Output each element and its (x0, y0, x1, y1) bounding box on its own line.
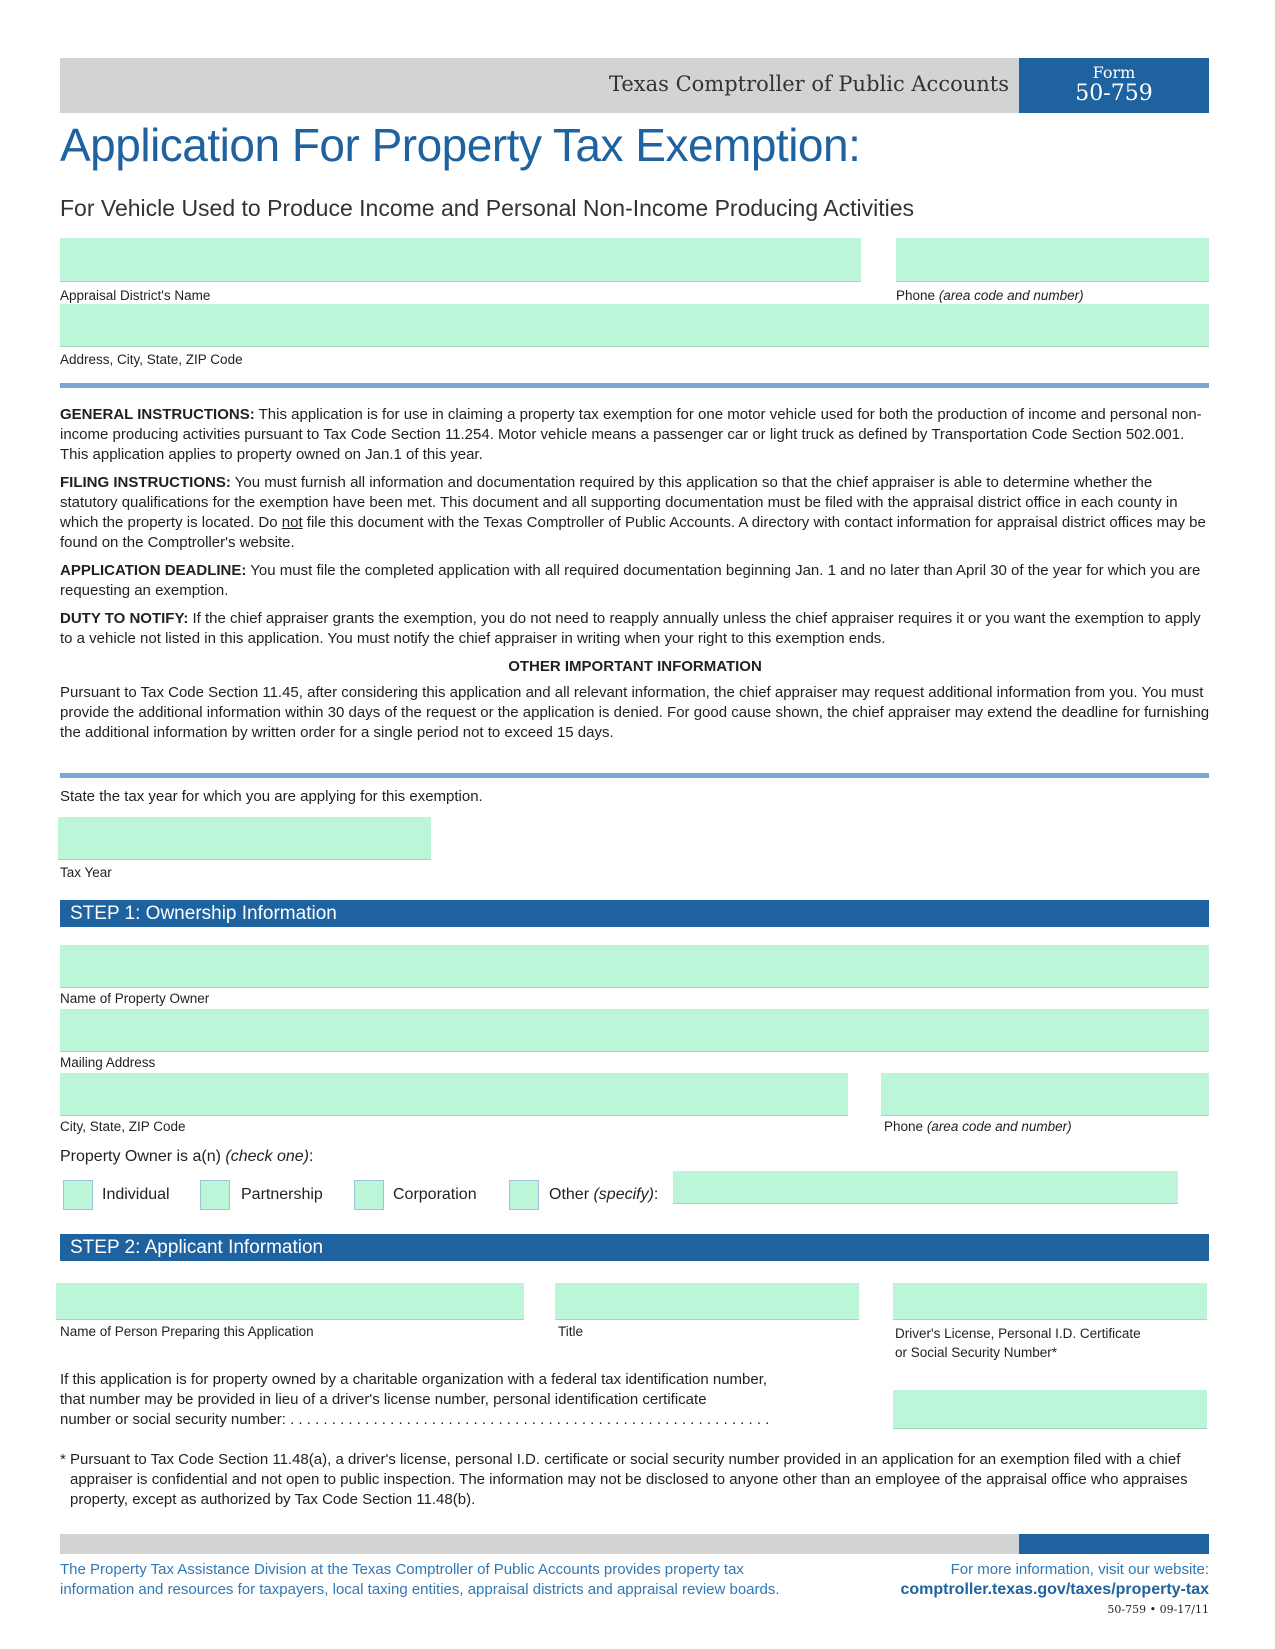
notify-text: If the chief appraiser grants the exemption, you do not need to reapply annually unless the chief appraiser requires it or you want the exemption to apply to a vehicle not listed in this application. You must notify the chief appraiser in writing when your right to this exemption ends. (60, 610, 1201, 647)
specify-hint: (specify) (593, 1186, 654, 1203)
owner-city-field[interactable] (60, 1073, 848, 1116)
footer-line2: information and resources for taxpayers, local taxing entities, appraisal districts and appraisal review boards. (60, 1581, 780, 1598)
other-specify-field[interactable] (673, 1171, 1178, 1204)
form-label: Form (1092, 63, 1136, 82)
step1-header: STEP 1: Ownership Information (60, 900, 1209, 927)
mailing-address-field[interactable] (60, 1009, 1209, 1052)
phone-label-text: Phone (896, 288, 936, 303)
district-name-label: Appraisal District's Name (60, 288, 211, 303)
footer-website-prompt: For more information, visit our website: (950, 1561, 1209, 1578)
colon: : (653, 1186, 659, 1203)
owner-name-label: Name of Property Owner (60, 991, 210, 1006)
preparer-name-field[interactable] (56, 1283, 524, 1320)
phone-hint: (area code and number) (938, 288, 1084, 303)
duty-to-notify (60, 609, 1210, 649)
federal-tax-id-field[interactable] (893, 1390, 1207, 1429)
footnote: * Pursuant to Tax Code Section 11.48(a), a driver's license, personal I.D. certificate or social security number provided in an application for an exemption filed with a chief appraiser is confidential and not open to public inspection. The information may not be disclosed to anyone other than an employee of the appraisal office who appraises property, except as authorized by Tax Code Section 11.48(b). (60, 1451, 1188, 1508)
filing-text-b: file this document with the Texas Comptroller of Public Accounts. A directory with contact information for appraisal district offices may be found on the Comptroller's website. (60, 514, 1206, 551)
id-label-line2: or Social Security Number* (895, 1345, 1058, 1360)
checkbox-corporation[interactable] (354, 1180, 384, 1210)
application-deadline (60, 561, 1210, 601)
charity-line3: number or social security number: . . . . . . . . . . . . . . . . . . . . . . . . . . . . . . . . . . . . . . . . . . . . . . . . . . . . . . . . . . (60, 1411, 770, 1428)
preparer-name-label: Name of Person Preparing this Application (60, 1324, 314, 1339)
phone-label-text: Phone (884, 1119, 924, 1134)
general-text: This application is for use in claiming a property tax exemption for one motor vehicle used for both the production of income and personal non-income producing activities pursuant to Tax Code Section 11.254. Motor vehicle means a passenger car or light truck as defined by Transportation Code Section 502.001. This application applies to property owned on Jan.1 of this year. (60, 406, 1202, 463)
appraisal-district-name-field[interactable] (60, 238, 861, 282)
form-number-box (1019, 58, 1209, 113)
label-corporation: Corporation (393, 1186, 477, 1203)
district-phone-label (896, 288, 1084, 303)
other-heading: OTHER IMPORTANT INFORMATION (508, 658, 762, 675)
other-text: Other (549, 1186, 590, 1203)
preparer-title-field[interactable] (555, 1283, 859, 1320)
label-other (549, 1186, 658, 1204)
colon: : (308, 1148, 314, 1165)
preparer-title-label: Title (558, 1324, 584, 1339)
district-address-label: Address, City, State, ZIP Code (60, 352, 243, 367)
checkbox-other[interactable] (509, 1180, 539, 1210)
phone-hint: (area code and number) (926, 1119, 1072, 1134)
agency-name: Texas Comptroller of Public Accounts (608, 72, 1009, 96)
tax-year-prompt: State the tax year for which you are applying for this exemption. (60, 788, 483, 805)
checkbox-individual[interactable] (63, 1180, 93, 1210)
divider (60, 773, 1209, 778)
owner-is-text: Property Owner is a(n) (60, 1148, 226, 1165)
page-title: Application For Property Tax Exemption: (60, 119, 861, 171)
tax-year-label: Tax Year (60, 865, 112, 880)
deadline-heading: APPLICATION DEADLINE: (60, 562, 247, 579)
owner-phone-field[interactable] (881, 1073, 1209, 1116)
charity-line2: that number may be provided in lieu of a driver's license number, personal identification certificate (60, 1391, 707, 1408)
filing-text-a: You must furnish all information and documentation required by this application so that the chief appraiser is able to determine whether the statutory qualifications for the exemption have been met. This document and all supporting documentation must be filed with the appraisal district office in each county in which the property is located. Do (60, 474, 1178, 531)
divider (60, 383, 1209, 388)
district-phone-field[interactable] (896, 238, 1209, 282)
id-number-label (895, 1324, 1141, 1362)
filing-not: not (281, 514, 303, 531)
id-label-line1: Driver's License, Personal I.D. Certificate (895, 1326, 1141, 1341)
label-individual: Individual (102, 1186, 170, 1203)
label-partnership: Partnership (241, 1186, 323, 1203)
owner-city-label: City, State, ZIP Code (60, 1119, 186, 1134)
deadline-text: You must file the completed application with all required documentation beginning Jan. 1 and no later than April 30 of the year for which you are requesting an exemption. (60, 562, 1201, 599)
general-instructions (60, 405, 1210, 465)
footer-website (900, 1560, 1209, 1600)
form-version: 50-759 • 09-17/11 (1107, 1603, 1209, 1616)
owner-name-field[interactable] (60, 945, 1209, 988)
instructions (60, 405, 1210, 751)
check-one-hint: (check one) (225, 1148, 309, 1165)
form-number: 50-759 (1075, 81, 1153, 106)
footer-description (60, 1560, 780, 1600)
filing-instructions (60, 473, 1210, 553)
owner-phone-label (884, 1119, 1072, 1134)
other-text: Pursuant to Tax Code Section 11.45, after considering this application and all relevant information, the chief appraiser may request additional information from you. You must provide the additional information within 30 days of the request or the application is denied. For good cause shown, the chief appraiser may extend the deadline for furnishing the additional information by written order for a single period not to exceed 15 days. (60, 684, 1210, 741)
charity-text (60, 1370, 870, 1430)
checkbox-partnership[interactable] (200, 1180, 230, 1210)
general-heading: GENERAL INSTRUCTIONS: (60, 406, 255, 423)
notify-heading: DUTY TO NOTIFY: (60, 610, 189, 627)
footer-bar-accent (1019, 1534, 1209, 1554)
filing-heading: FILING INSTRUCTIONS: (60, 474, 231, 491)
charity-line1: If this application is for property owned by a charitable organization with a federal tax identification number, (60, 1371, 768, 1388)
website-link[interactable]: comptroller.texas.gov/taxes/property-tax (900, 1581, 1209, 1598)
page-subtitle: For Vehicle Used to Produce Income and Personal Non-Income Producing Activities (60, 195, 914, 221)
owner-type-prompt (60, 1148, 313, 1166)
step2-header: STEP 2: Applicant Information (60, 1234, 1209, 1261)
mailing-address-label: Mailing Address (60, 1055, 156, 1070)
id-number-field[interactable] (893, 1283, 1207, 1320)
district-address-field[interactable] (60, 304, 1209, 347)
footer-line1: The Property Tax Assistance Division at the Texas Comptroller of Public Accounts provides property tax (60, 1561, 744, 1578)
tax-year-field[interactable] (58, 817, 431, 860)
